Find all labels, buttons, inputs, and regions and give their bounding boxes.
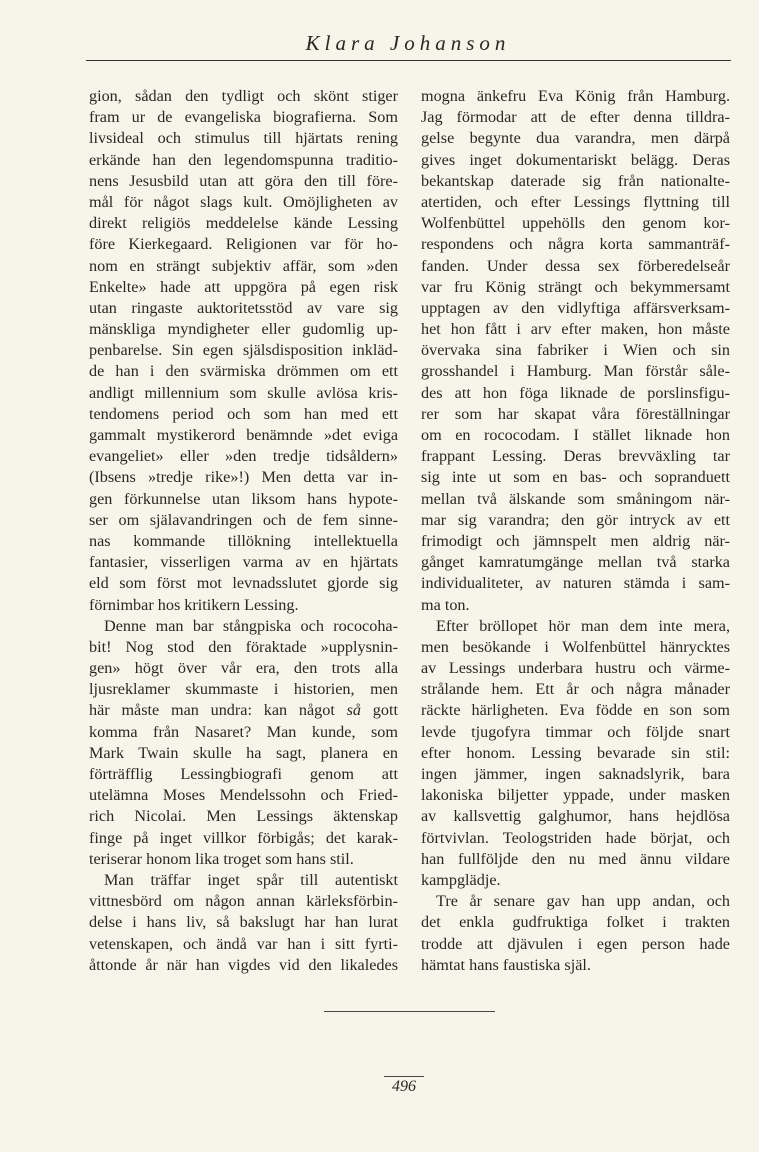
text-line: livsideal och stimulus till hjärtats rening bbox=[89, 129, 398, 148]
text-line: het hon fått i arv efter maken, hon måste bbox=[421, 320, 730, 339]
text-line: frimodigt och jämnspelt men aldrig när- bbox=[421, 531, 730, 550]
text-line: Enkelte» hade att uppgöra på egen risk bbox=[89, 277, 398, 296]
text-line: fram ur de evangeliska biografierna. Som bbox=[89, 108, 398, 127]
text-line: Efter bröllopet hör man dem inte mera, bbox=[436, 616, 730, 635]
text-line: gen» högt över vår era, den trots alla bbox=[89, 659, 398, 678]
text-line: åttonde år när han vigdes vid den likaledes bbox=[89, 955, 398, 974]
text-line: mål för något slags kult. Omöjligheten av bbox=[89, 192, 398, 211]
text-line: komma från Nasaret? Man kunde, som bbox=[89, 722, 398, 741]
text-line: ljusreklamer skummaste i historien, men bbox=[89, 680, 398, 699]
text-line: fanden. Under dessa sex förberedelseår bbox=[421, 256, 730, 275]
end-of-section-rule bbox=[324, 1011, 495, 1012]
text-line: individualiteter, av naturen stämda i sam- bbox=[421, 574, 730, 593]
text-line: Tre år senare gav han upp andan, och bbox=[436, 892, 730, 911]
left-text-column bbox=[89, 86, 398, 976]
text-line: gen förkunnelse utan liksom hans hypote- bbox=[89, 489, 398, 508]
text-line: kampglädje. bbox=[421, 870, 501, 889]
text-line: nas kommande tillökning intellektuella bbox=[89, 531, 398, 550]
text-line: rich Nicolai. Men Lessings äktenskap bbox=[89, 807, 398, 826]
text-segment: här måste man undra: kan något bbox=[89, 701, 347, 720]
text-line: ingen jämmer, ingen saknadslyrik, bara bbox=[421, 765, 730, 783]
text-line: övervaka sina fabriker i Wien och sin bbox=[421, 341, 730, 360]
text-line: om en rococodam. I stället liknade hon bbox=[421, 426, 730, 444]
text-line: Denne man bar stångpiska och rococoha- bbox=[104, 616, 398, 635]
text-line: trodde att djävulen i egen person hade bbox=[421, 934, 730, 953]
text-line: vetenskapen, och ändå var han i sitt fyrti- bbox=[89, 934, 398, 953]
paragraph bbox=[89, 870, 398, 976]
text-line: mellan två älskande som småningom när- bbox=[421, 489, 730, 508]
text-line: delse i hans liv, så bakslugt har han lurat bbox=[89, 913, 398, 932]
text-line: förnimbar hos kritikern Lessing. bbox=[89, 595, 299, 614]
text-line: efter honom. Lessing bevarade sin stil: bbox=[421, 743, 730, 762]
text-line: mar sig varandra; den gör intryck av ett bbox=[421, 510, 730, 529]
text-line: tendomens period och som han med ett bbox=[89, 404, 398, 423]
text-line: penbarelse. Sin egen själsdisposition inkläd- bbox=[89, 341, 398, 360]
text-line: respondens och några korta sammanträf- bbox=[421, 235, 730, 254]
paragraph bbox=[89, 86, 398, 616]
text-line: utan ringaste auktoritetsstöd av vare sig bbox=[89, 298, 398, 317]
text-line: direkt religiös meddelelse kände Lessing bbox=[89, 214, 398, 233]
text-line: förträfflig Lessingbiografi genom att bbox=[89, 765, 398, 783]
header-rule bbox=[86, 60, 731, 61]
text-line: (Ibsens »tredje rike»!) Men detta var in- bbox=[89, 468, 398, 487]
paragraph bbox=[421, 891, 730, 976]
page-number: 496 bbox=[384, 1076, 424, 1096]
running-head-author: Klara Johanson bbox=[305, 31, 511, 55]
text-line: lakoniska biljetter yppade, under masken bbox=[421, 786, 730, 805]
text-line: bekantskap daterade sig från nationalte- bbox=[421, 171, 730, 190]
text-line: men besökande i Wolfenbüttel hänrycktes bbox=[421, 637, 730, 656]
text-line: av kallsvettig galghumor, hans hejdlösa bbox=[421, 807, 730, 826]
paragraph bbox=[89, 616, 398, 870]
text-line: evangeliet» eller »den tredje tidsåldern» bbox=[89, 447, 398, 466]
text-line: grosshandel i Hamburg. Man förstår såle- bbox=[421, 362, 730, 381]
text-line: upptagen av den vidlyftiga affärsverksam- bbox=[421, 298, 730, 317]
text-line: nens Jesusbild utan att göra den till före- bbox=[89, 171, 398, 190]
text-line: fantasier, visserligen varma av en hjärtats bbox=[89, 553, 398, 572]
text-line: det enkla gudfruktiga folket i trakten bbox=[421, 913, 730, 932]
paragraph bbox=[421, 616, 730, 891]
text-line bbox=[89, 700, 398, 721]
text-line: gånget kamratumgänge mellan två starka bbox=[421, 553, 730, 572]
text-line: gelse begynte dua varandra, men därpå bbox=[421, 129, 730, 148]
text-line: sig inte ut som en bas- och sopranduett bbox=[421, 468, 730, 487]
text-line: atertiden, och efter Lessings flyttning till bbox=[421, 192, 730, 211]
text-line: de han i den svärmiska drömmen om ett bbox=[89, 362, 398, 381]
text-line: andligt millennium som skulle avlösa kris- bbox=[89, 383, 398, 402]
text-line: teriserar honom lika troget som hans stil. bbox=[89, 849, 354, 868]
text-line: gives inget dokumentariskt belägg. Deras bbox=[421, 150, 730, 169]
text-line: levde tjugofyra timmar och följde snart bbox=[421, 722, 730, 741]
text-line: räckte härligheten. Eva födde en son som bbox=[421, 701, 730, 720]
text-line: strålande hem. Ett år och några månader bbox=[421, 680, 730, 699]
text-line: utelämna Moses Mendelssohn och Fried- bbox=[89, 786, 398, 805]
text-segment: gott bbox=[361, 701, 398, 720]
text-line: mogna änkefru Eva König från Hamburg. bbox=[421, 87, 730, 105]
text-line: Mark Twain skulle ha sagt, planera en bbox=[89, 743, 398, 762]
text-line: Man träffar inget spår till autentiskt bbox=[104, 870, 398, 889]
text-line: han fullföljde den nu med ännu vildare bbox=[421, 849, 730, 868]
text-line: bit! Nog stod den föraktade »upplysnin- bbox=[89, 637, 398, 656]
text-line: före Kierkegaard. Religionen var för ho- bbox=[89, 235, 398, 254]
paragraph bbox=[421, 86, 730, 616]
text-line: rer som har skapat våra föreställningar bbox=[421, 404, 730, 423]
text-line: eld som först mot levnadsslutet gjorde sig bbox=[89, 574, 398, 593]
text-line: Wolfenbüttel uppehölls den genom kor- bbox=[421, 214, 730, 233]
text-line: gammalt mystikerord benämnde »det eviga bbox=[89, 426, 398, 444]
text-line: gion, sådan den tydligt och skönt stiger bbox=[89, 87, 398, 105]
text-line: Jag förmodar att de efter denna tilldra- bbox=[421, 108, 730, 127]
text-line: ma ton. bbox=[421, 595, 470, 614]
italic-emphasis: så bbox=[346, 701, 362, 720]
text-line: finge på inget villkor förbigås; det karak- bbox=[89, 828, 398, 847]
text-line: var fru König strängt och bekymmersamt bbox=[421, 277, 730, 296]
text-line: ser om själavandringen och de fem sinne- bbox=[89, 510, 398, 529]
text-line: des att hon föga liknade de porslinsfigu- bbox=[421, 383, 730, 402]
text-line: av Lessings underbara hustru och värme- bbox=[421, 659, 730, 678]
text-line: vittnesbörd om någon annan kärleksförbin- bbox=[89, 892, 398, 911]
text-line: frappant Lessing. Deras brevväxling tar bbox=[421, 447, 730, 466]
text-line: nom en strängt subjektiv affär, som »den bbox=[89, 256, 398, 275]
text-line: erkände han den legendomspunna traditio- bbox=[89, 150, 398, 169]
text-line: mänskliga myndigheter eller gudomlig up- bbox=[89, 320, 398, 339]
right-text-column bbox=[421, 86, 730, 976]
text-line: hämtat hans faustiska själ. bbox=[421, 955, 591, 974]
text-line: förtvivlan. Teologstriden hade börjat, och bbox=[421, 828, 730, 847]
